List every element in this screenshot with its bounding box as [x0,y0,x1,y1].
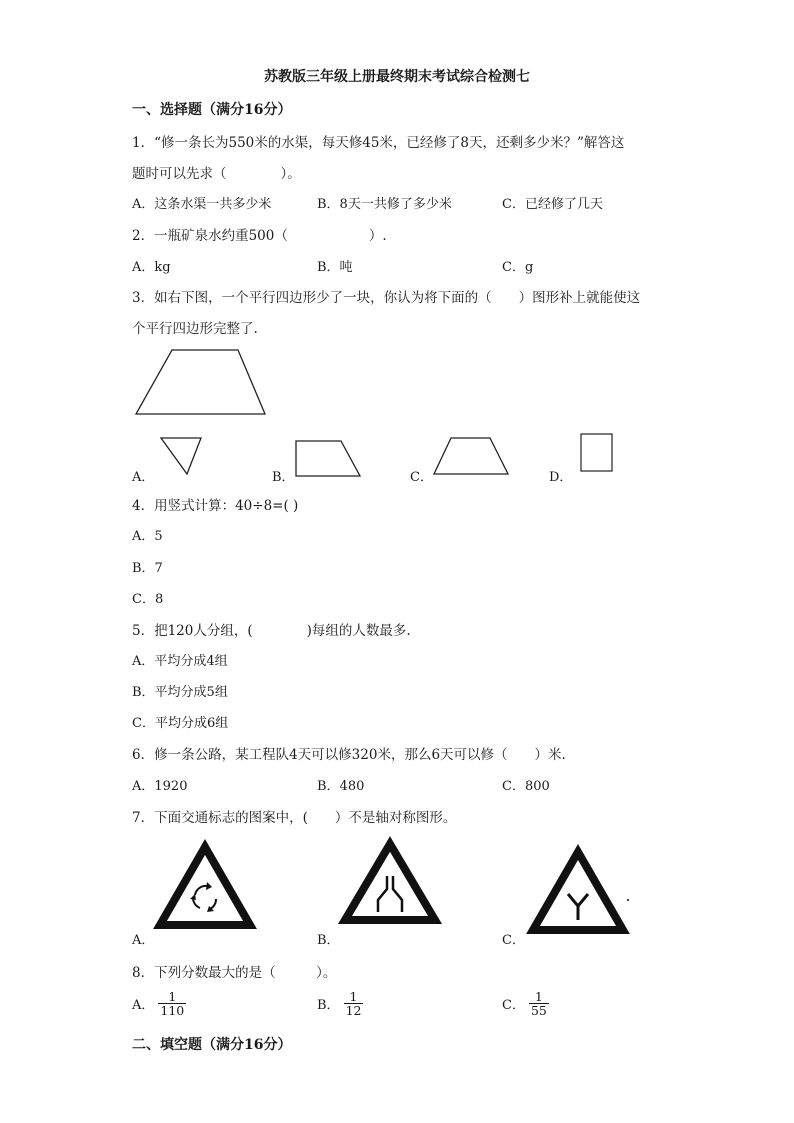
q6-option-c[interactable]: C．800 [502,779,550,794]
q1-option-b[interactable]: B．8天一共修了多少米 [317,197,452,212]
q3-option-a[interactable]: A． [132,470,155,485]
q4-option-a[interactable]: A．5 [132,529,163,544]
fraction-c-denominator: 55 [530,1003,547,1019]
q1-text-line1: 1．“修一条长为550米的水渠，每天修45米，已经修了8天，还剩多少米？”解答这 [132,135,625,151]
q8-option-a-label: A． [132,998,155,1014]
q7-text: 7．下面交通标志的图案中，( ）不是轴对称图形。 [132,810,457,826]
fraction-b [344,990,364,1017]
q2-text: 2．一瓶矿泉水约重500（ ）. [132,228,387,244]
q1-option-c[interactable]: C．已经修了几天 [502,197,603,212]
q1-option-a[interactable]: A．这条水渠一共多少米 [132,197,272,212]
section-2-heading: 二、填空题（满分16分） [132,1037,292,1053]
q7-option-a[interactable]: A． [132,933,155,948]
fraction-b-denominator: 12 [345,1003,362,1019]
incomplete-parallelogram-figure [132,348,272,420]
road-narrows-sign-icon [340,840,440,926]
trapezoid-right-shape-icon [294,440,364,480]
q8-text: 8．下列分数最大的是（ ）。 [132,965,337,981]
roundabout-sign-icon [155,842,255,932]
q8-option-b-label: B． [317,998,340,1014]
page-title: 苏教版三年级上册最终期末考试综合检测七 [264,69,530,85]
q3-option-c[interactable]: C． [410,470,433,485]
q4-text: 4．用竖式计算：40÷8=( ) [132,498,299,514]
q1-text-line2: 题时可以先求（ ）。 [132,166,301,182]
q5-option-b[interactable]: B．平均分成5组 [132,685,228,700]
q6-text: 6．修一条公路，某工程队4天可以修320米，那么6天可以修（ ）米. [132,747,566,763]
q2-option-b[interactable]: B．吨 [317,260,353,275]
fraction-c [529,990,549,1017]
q3-option-d[interactable]: D． [549,470,573,485]
q8-option-a[interactable] [132,990,186,1017]
triangle-shape-icon [160,436,206,478]
q5-option-c[interactable]: C．平均分成6组 [132,716,229,731]
fraction-b-numerator: 1 [349,989,358,1004]
q8-option-c-label: C． [502,998,525,1014]
q3-option-b[interactable]: B． [272,470,295,485]
q8-option-b[interactable] [317,990,363,1017]
q7-option-c[interactable]: C． [502,933,525,948]
q3-text-line1: 3．如右下图，一个平行四边形少了一块，你认为将下面的（ ）图形补上就能使这 [132,290,641,306]
q8-option-c[interactable] [502,990,549,1017]
q2-option-a[interactable]: A．kg [132,260,171,275]
fraction-a-denominator: 110 [160,1003,185,1019]
rectangle-shape-icon [580,432,616,474]
fraction-a [158,990,186,1017]
q4-option-b[interactable]: B．7 [132,561,163,576]
q5-option-a[interactable]: A．平均分成4组 [132,654,228,669]
q6-option-b[interactable]: B．480 [317,779,365,794]
trapezoid-shape-icon [432,436,512,478]
y-junction-sign-icon [528,848,632,936]
fraction-a-numerator: 1 [168,989,177,1004]
fraction-c-numerator: 1 [534,989,543,1004]
q7-option-b[interactable]: B． [317,933,340,948]
q5-text: 5．把120人分组，( )每组的人数最多. [132,623,411,639]
q3-text-line2: 个平行四边形完整了. [132,321,258,337]
q6-option-a[interactable]: A．1920 [132,779,188,794]
q4-option-c[interactable]: C．8 [132,592,164,607]
q2-option-c[interactable]: C．g [502,260,534,275]
section-1-heading: 一、选择题（满分16分） [132,102,292,118]
